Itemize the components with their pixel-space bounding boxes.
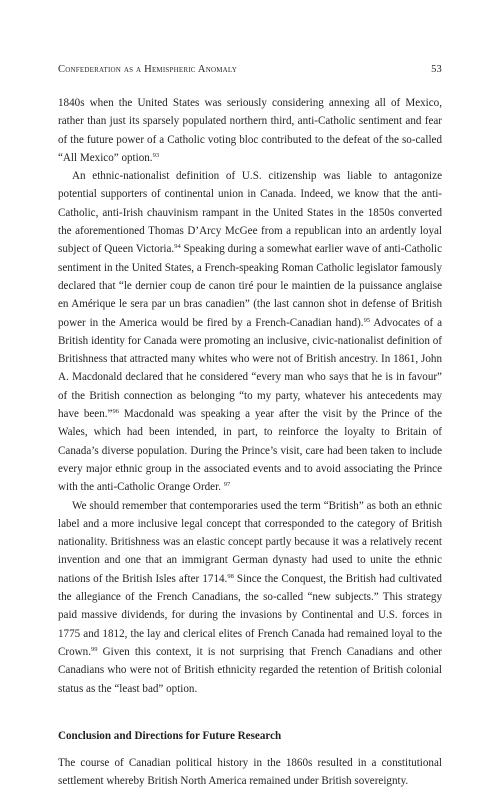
paragraphs xyxy=(58,94,442,698)
footnote-marker[interactable]: 99 xyxy=(90,645,98,653)
paragraph-text: We should remember that contemporaries used the term “British” as both an ethnic label and a more inclusive legal concept that corresponded to the category of British nationality. Britishness was an elastic concept partly because it was a relatively recent invention and one that an immigrant German dynasty had used to unite the ethnic nations of the British Isles after 1714. xyxy=(58,499,442,585)
page-number: 53 xyxy=(431,64,442,75)
footnote-marker[interactable]: 97 xyxy=(223,481,231,489)
paragraph-text: Speaking during a somewhat earlier wave of anti-Catholic sentiment in the United States, a French-speaking Roman Catholic legislator famously declared that “le dernier coup de canon tiré pour le maintien de la puissance anglaise en Amérique le sera par un bras canadien” (the last cannon shot in defense of British power in the America would be fired by a French-Canadian hand). xyxy=(58,243,442,329)
running-head xyxy=(58,64,442,75)
section-heading: Conclusion and Directions for Future Research xyxy=(58,729,282,742)
paragraph-text: Advocates of a British identity for Canada were promoting an inclusive, civic-nationalist definition of Britishness that attracted many whites who were not of British ancestry. In 1861, John A. Macdonald declared that he considered “every man who says that he is in favour” of the British connection as belonging “to my party, whatever his antecedents may have been.” xyxy=(58,316,443,421)
paragraph-text: An ethnic-nationalist definition of U.S. citizenship was liable to antagonize potential supporters of continental union in Canada. Indeed, we know that the anti-Catholic, anti-Irish chauvinism rampant in the United States in the 1850s converted the aforementioned Thomas D’Arcy McGee from a republican into an ardently loyal subject of Queen Victoria. xyxy=(58,170,442,256)
body-text xyxy=(58,94,442,791)
paragraph-text: Macdonald was speaking a year after the visit by the Prince of the Wales, which had been intended, in part, to reinforce the loyalty to Britain of Canada’s diverse population. During the Prince’s visit, care had been taken to include every major ethnic group in the associated events and to avoid associating the Prince with the anti-Catholic Orange Order. xyxy=(58,408,442,494)
footnote-marker[interactable]: 95 xyxy=(363,316,371,324)
paragraph-text: Since the Conquest, the British had cultivated the allegiance of the French Canadians, the so-called “new subjects.” This strategy paid massive dividends, for during the invasions by Continental and U.S. forces in 1775 and 1812, the lay and clerical elites of French Canada had remained loyal to the Crown. xyxy=(58,572,442,658)
body-paragraph xyxy=(58,497,442,698)
running-title: Confederation as a Hemispheric Anomaly xyxy=(58,64,237,75)
footnote-marker[interactable]: 98 xyxy=(227,572,234,580)
paragraph-text: Given this context, it is not surprising that French Canadians and other Canadians who were not of British ethnicity regarded the retention of British colonial status as the “least bad” option. xyxy=(58,645,442,695)
body-paragraph xyxy=(58,167,442,496)
paragraph-text: 1840s when the United States was seriously considering annexing all of Mexico, rather than just its sparsely populated northern third, anti-Catholic sentiment and fear of the future power of a Catholic voting bloc contributed to the defeat of the so-called “All Mexico” option. xyxy=(58,97,442,164)
body-paragraph xyxy=(58,94,442,167)
footnote-marker[interactable]: 96 xyxy=(112,408,119,416)
footnote-marker[interactable]: 93 xyxy=(152,151,160,159)
footnote-marker[interactable]: 94 xyxy=(174,243,181,251)
final-paragraph: The course of Canadian political history in the 1860s resulted in a constitutional settlement whereby British North America remained under British sovereignty. xyxy=(58,757,442,788)
